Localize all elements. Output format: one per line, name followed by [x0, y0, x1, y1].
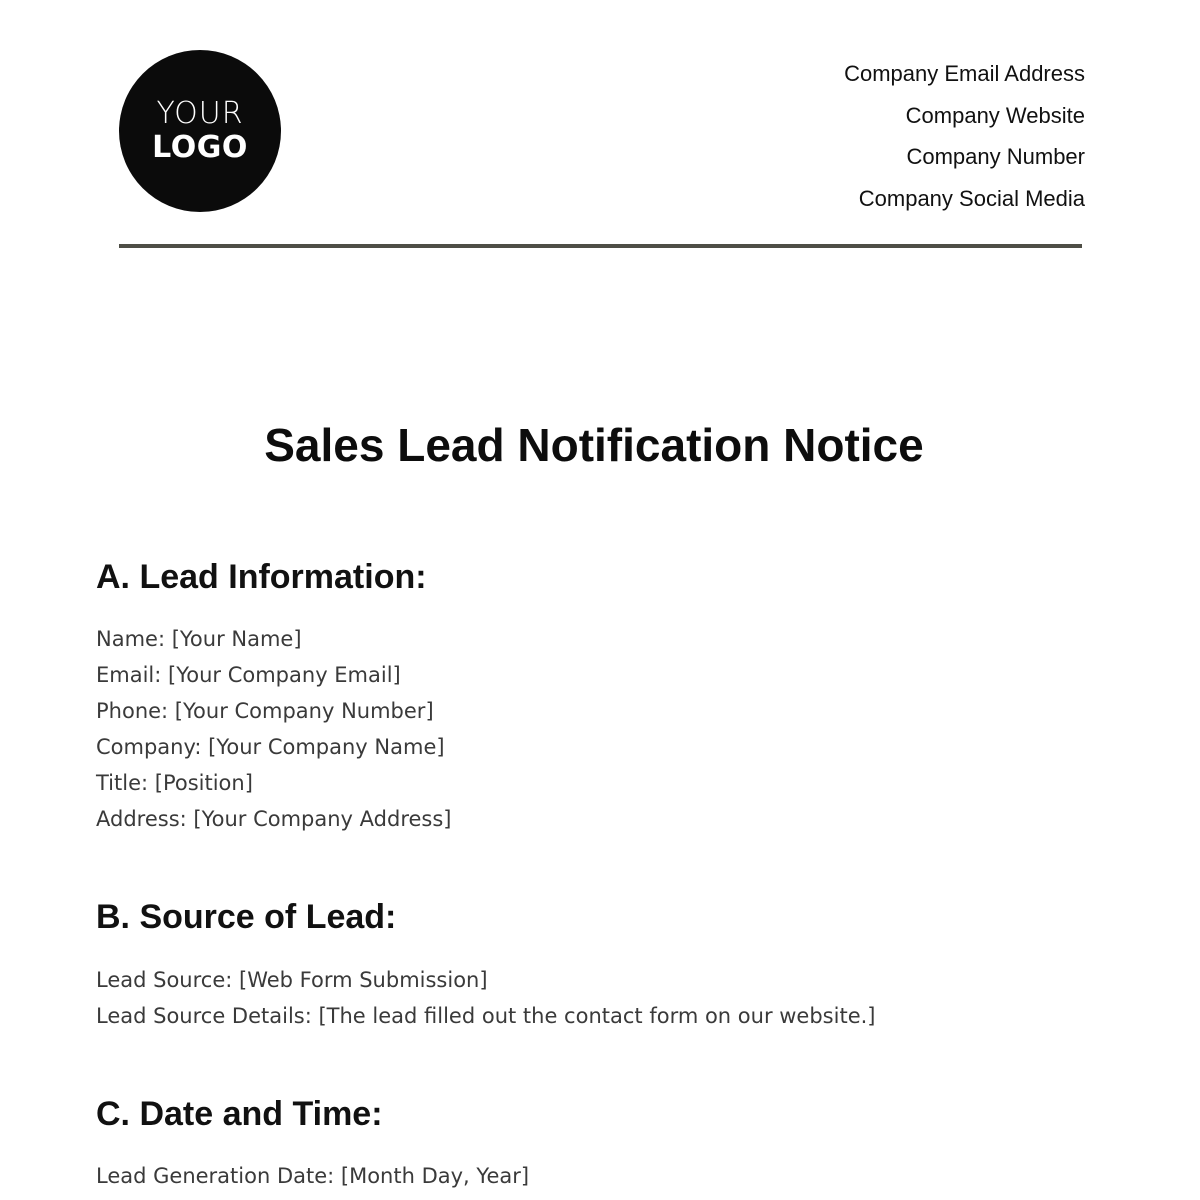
field-lead-source-details: Lead Source Details: [The lead filled out the contact form on our website.]	[96, 1004, 876, 1028]
source-of-lead-fields	[96, 962, 875, 1034]
company-contact-block	[844, 53, 1085, 220]
company-social-media: Company Social Media	[858, 186, 1085, 212]
company-website: Company Website	[905, 102, 1085, 128]
company-email: Company Email Address	[844, 61, 1085, 86]
field-name: Name: [Your Name]	[96, 627, 302, 651]
section-heading-date-and-time: C. Date and Time:	[96, 1095, 383, 1133]
document-title: Sales Lead Notification Notice	[264, 419, 924, 471]
field-address: Address: [Your Company Address]	[96, 807, 452, 831]
header-divider	[119, 244, 1082, 248]
field-lead-generation-date: Lead Generation Date: [Month Day, Year]	[96, 1164, 530, 1188]
section-heading-lead-information: A. Lead Information:	[96, 558, 427, 596]
section-heading-source-of-lead: B. Source of Lead:	[96, 898, 397, 936]
field-phone: Phone: [Your Company Number]	[96, 699, 434, 723]
logo-text-line2: LOGO	[152, 130, 248, 165]
logo-text-line1: YOUR	[156, 96, 244, 131]
field-email: Email: [Your Company Email]	[96, 663, 401, 687]
field-lead-source: Lead Source: [Web Form Submission]	[96, 968, 488, 992]
company-logo	[119, 50, 281, 212]
field-title: Title: [Position]	[96, 771, 253, 795]
company-number: Company Number	[906, 144, 1085, 170]
date-and-time-fields	[96, 1158, 529, 1194]
field-company: Company: [Your Company Name]	[96, 735, 445, 759]
lead-information-fields	[96, 621, 451, 837]
